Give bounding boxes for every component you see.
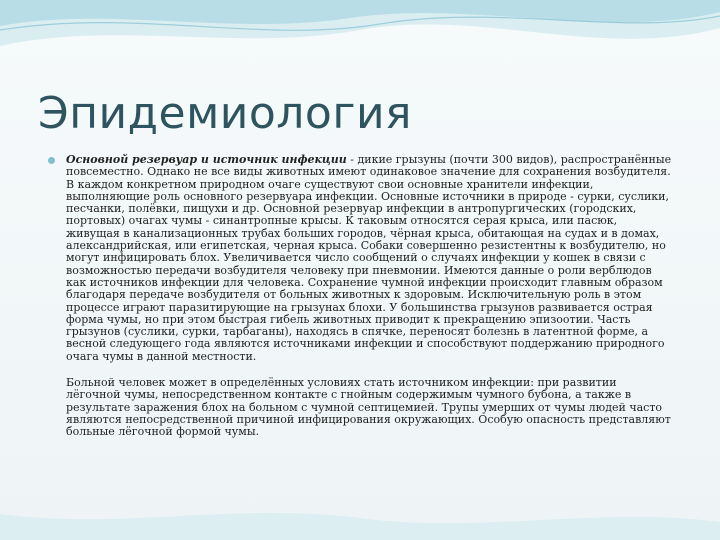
slide-content [48,154,672,439]
bullet-item [48,154,672,363]
bullet-icon [48,157,55,164]
top-wave-decoration [0,0,720,80]
bullet-lead: Основной резервуар и источник инфекции [66,153,347,166]
slide-title: Эпидемиология [38,88,413,139]
paragraph-2: Больной человек может в определённых условиях стать источником инфекции: при развитии лёгочной чумы, непосредственном контакте с гнойным содержимым чумного бубона, а также в результате заражения блох на больном с чумной септицемией. Трупы умерших от чумы людей часто являются непосредственной причиной инфицирования окружающих. Особую опасность представляют больные лёгочной формой чумы. [66,376,671,439]
bullet-text: - дикие грызуны (почти 300 видов), распространённые повсеместно. Однако не все виды животных имеют одинаковое значение для сохранения возбудителя. В каждом конкретном природном очаге существуют свои основные хранители инфекции, выполняющие роль основного резервуара инфекции. Основные источники в природе - сурки, суслики, песчанки, полёвки, пищухи и др. Основной резервуар инфекции в антропургических (городских, портовых) очагах чумы - синантропные крысы. К таковым относятся серая крыса, или пасюк, живущая в канализационных трубах больших городов, чёрная крыса, обитающая на судах и в домах, александрийская, или египетская, черная крыса. Собаки совершенно резистентны к возбудителю, но могут инфицировать блох. Увеличивается число сообщений о случаях инфекции у кошек в связи с возможностью передачи возбудителя человеку при пневмонии. Имеются данные о роли верблюдов как источников инфекции для человека. Сохранение чумной инфекции происходит главным образом благодаря передаче возбудителя от больных животных к здоровым. Исключительную роль в этом процессе играют паразитирующие на грызунах блохи. У большинства грызунов развивается острая форма чумы, но при этом быстрая гибель животных приводит к прекращению эпизоотии. Часть грызунов (суслики, сурки, тарбаганы), находясь в спячке, переносят болезнь в латентной форме, а весной следующего года являются источниками инфекции и способствуют поддержанию природного очага чумы в данной местности. [66,153,672,363]
bottom-wave-decoration [0,500,720,540]
